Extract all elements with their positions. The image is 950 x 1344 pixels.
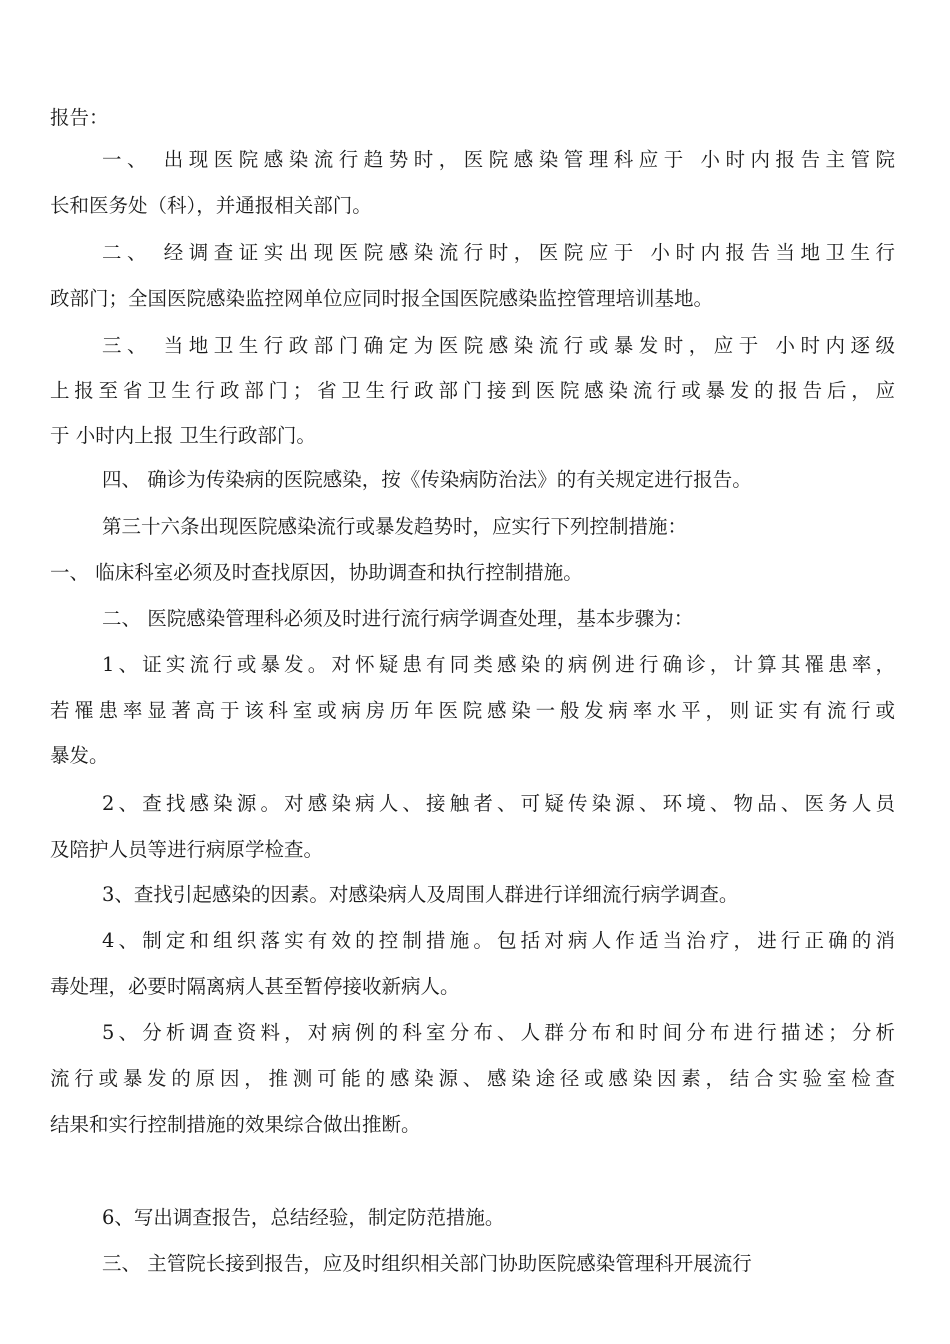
text-line: 二、 经调查证实出现医院感染流行时，医院应于 小时内报告当地卫生行 xyxy=(102,241,895,264)
text-line: 于 小时内上报 卫生行政部门。 xyxy=(50,424,316,447)
text-line: 二、 医院感染管理科必须及时进行流行病学调查处理，基本步骤为： xyxy=(102,607,694,630)
text-line: 5、分析调查资料，对病例的科室分布、人群分布和时间分布进行描述；分析 xyxy=(102,1021,895,1044)
text-line: 2、查找感染源。对感染病人、接触者、可疑传染源、环境、物品、医务人员 xyxy=(102,792,895,815)
text-line: 若罹患率显著高于该科室或病房历年医院感染一般发病率水平，则证实有流行或 xyxy=(50,699,895,722)
text-line: 一、 临床科室必须及时查找原因，协助调查和执行控制措施。 xyxy=(50,561,583,584)
text-line: 政部门；全国医院感染监控网单位应同时报全国医院感染监控管理培训基地。 xyxy=(50,287,714,310)
text-line: 三、 当地卫生行政部门确定为医院感染流行或暴发时，应于 小时内逐级 xyxy=(102,334,895,357)
text-line: 上报至省卫生行政部门；省卫生行政部门接到医院感染流行或暴发的报告后，应 xyxy=(50,379,895,402)
text-line: 4、制定和组织落实有效的控制措施。包括对病人作适当治疗，进行正确的消 xyxy=(102,929,895,952)
text-line: 一、 出现医院感染流行趋势时，医院感染管理科应于 小时内报告主管院 xyxy=(102,148,895,171)
text-line: 毒处理，必要时隔离病人甚至暂停接收新病人。 xyxy=(50,975,460,998)
text-line: 长和医务处（科），并通报相关部门。 xyxy=(50,194,372,217)
text-line: 第三十六条出现医院感染流行或暴发趋势时，应实行下列控制措施： xyxy=(102,515,688,538)
text-line: 暴发。 xyxy=(50,744,109,767)
text-line: 流行或暴发的原因，推测可能的感染源、感染途径或感染因素，结合实验室检查 xyxy=(50,1067,895,1090)
text-line: 报告： xyxy=(50,106,109,129)
text-line: 6、写出调查报告，总结经验，制定防范措施。 xyxy=(102,1206,505,1229)
text-line: 三、 主管院长接到报告，应及时组织相关部门协助医院感染管理科开展流行 xyxy=(102,1252,752,1275)
text-line: 结果和实行控制措施的效果综合做出推断。 xyxy=(50,1113,421,1136)
text-line: 及陪护人员等进行病原学检查。 xyxy=(50,838,324,861)
text-line: 1、证实流行或暴发。对怀疑患有同类感染的病例进行确诊，计算其罹患率， xyxy=(102,653,895,676)
text-line: 3、查找引起感染的因素。对感染病人及周围人群进行详细流行病学调查。 xyxy=(102,883,739,906)
text-line: 四、 确诊为传染病的医院感染，按《传染病防治法》的有关规定进行报告。 xyxy=(102,468,752,491)
